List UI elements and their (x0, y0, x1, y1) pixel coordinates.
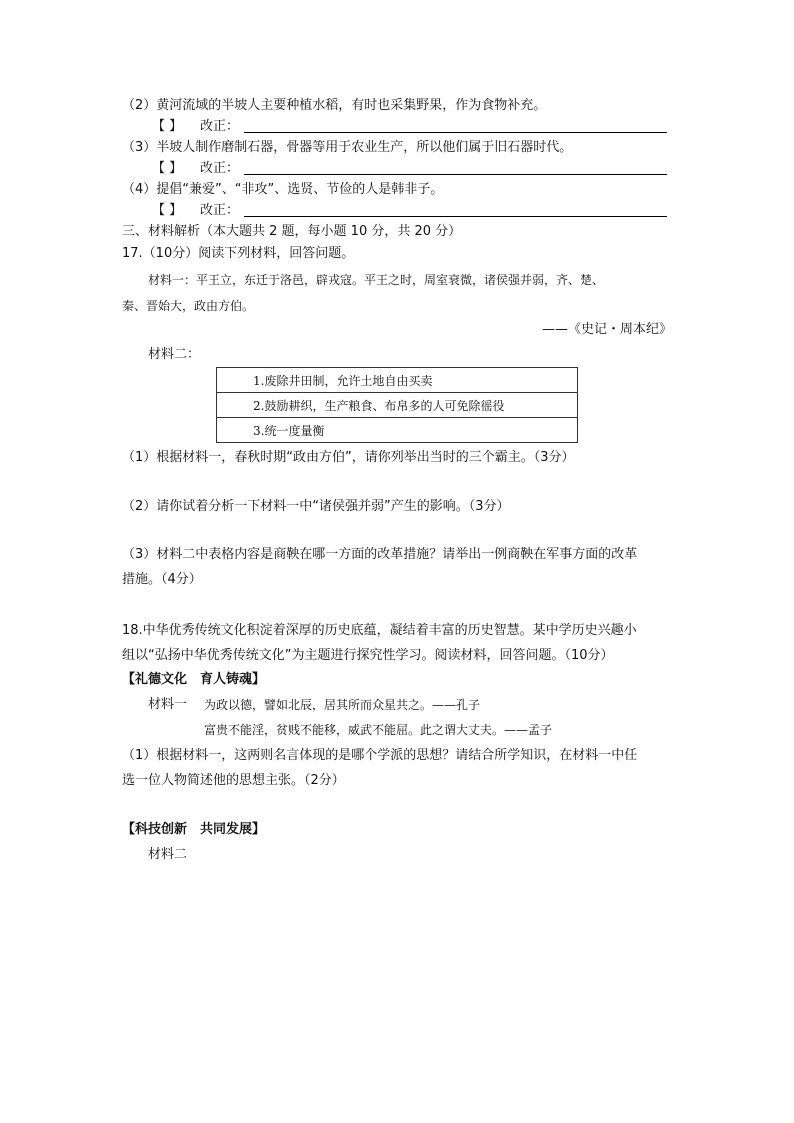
q16-item-3: （3）半坡人制作磨制石器，骨器等用于农业生产，所以他们属于旧石器时代。 (122, 140, 573, 155)
q16-item-2: （2）黄河流域的半坡人主要种植水稻，有时也采集野果，作为食物补充。 (122, 98, 547, 113)
table-cell: 2.鼓励耕织，生产粮食、布帛多的人可免除徭役 (217, 393, 578, 418)
q17-stem: 17.（10分）阅读下列材料，回答问题。 (122, 246, 355, 261)
q17-material-1-line-2: 秦、晋始大，政由方伯。 (122, 299, 255, 313)
q17-material-2-label: 材料二： (148, 347, 201, 362)
q16-item-2-correction (152, 117, 239, 137)
q17-sub-question-3-line-1: （3）材料二中表格内容是商鞅在哪一方面的改革措施？请举出一例商鞅在军事方面的改革 (122, 547, 638, 562)
q18-sub-question-1-line-1: （1）根据材料一，这两则名言体现的是哪个学派的思想？请结合所学知识，在材料一中任 (122, 748, 638, 763)
answer-line[interactable] (244, 216, 667, 217)
q16-item-4-correction (152, 201, 239, 221)
table-cell: 3.统一度量衡 (217, 418, 578, 443)
correction-label: 改正： (200, 119, 240, 134)
reform-table (216, 367, 578, 443)
table-row (217, 418, 578, 443)
q16-item-3-correction (152, 159, 239, 179)
answer-bracket: 【 】 (152, 203, 183, 218)
table-cell: 1.废除井田制，允许土地自由买卖 (217, 368, 578, 393)
answer-bracket: 【 】 (152, 119, 183, 134)
q18-material-1-quote-2: 富贵不能淫，贫贱不能移，威武不能屈。此之谓大丈夫。——孟子 (204, 723, 553, 737)
answer-line[interactable] (244, 174, 667, 175)
q18-section-heading-b: 【科技创新 共同发展】 (122, 822, 266, 837)
q17-sub-question-2: （2）请你试着分析一下材料一中“诸侯强并弱”产生的影响。（3分） (122, 499, 510, 514)
section-3-heading: 三、材料解析（本大题共 2 题，每小题 10 分，共 20 分） (122, 224, 462, 239)
answer-line[interactable] (244, 132, 667, 133)
correction-label: 改正： (200, 161, 240, 176)
q18-section-heading-a: 【礼德文化 育人铸魂】 (122, 672, 266, 687)
q18-material-1-label: 材料一 (148, 697, 188, 712)
table-row (217, 393, 578, 418)
q18-stem-line-2: 组以“弘扬中华优秀传统文化”为主题进行探究性学习。阅读材料，回答问题。（10分） (122, 648, 614, 663)
q16-item-4: （4）提倡“兼爱”、“非攻”、选贤、节俭的人是韩非子。 (122, 182, 444, 197)
correction-label: 改正： (200, 203, 240, 218)
q18-sub-question-1-line-2: 选一位人物简述他的思想主张。（2分） (122, 773, 345, 788)
q17-sub-question-1: （1）根据材料一，春秋时期“政由方伯”，请你列举出当时的三个霸主。（3分） (122, 450, 575, 465)
answer-bracket: 【 】 (152, 161, 183, 176)
q17-material-1-line-1: 材料一：平王立，东迁于洛邑，辟戎寇。平王之时，周室衰微，诸侯强并弱，齐、楚、 (148, 273, 605, 287)
q18-stem-line-1: 18.中华优秀传统文化积淀着深厚的历史底蕴，凝结着丰富的历史智慧。某中学历史兴趣小 (122, 623, 637, 638)
q18-material-2-label: 材料二 (148, 847, 188, 862)
table-row (217, 368, 578, 393)
q17-material-1-source: ——《史记・周本纪》 (541, 322, 672, 337)
q18-material-1-quote-1: 为政以德，譬如北辰，居其所而众星共之。——孔子 (204, 698, 481, 712)
q17-sub-question-3-line-2: 措施。（4分） (122, 572, 202, 587)
